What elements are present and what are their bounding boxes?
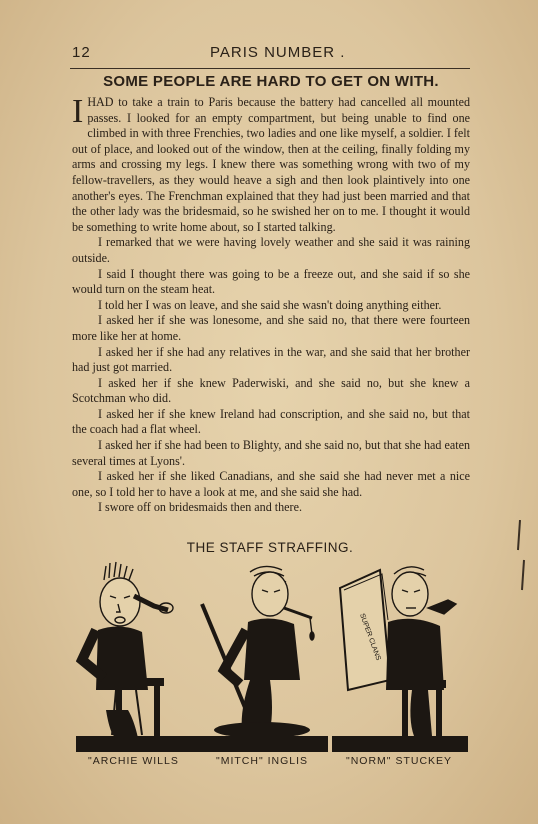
article-paragraph: I remarked that we were having lovely weather and she said it was raining outside. xyxy=(72,235,470,265)
article-paragraph: I told her I was on leave, and she said she wasn't doing anything either. xyxy=(98,297,442,312)
caption-norm-stuckey: "NORM" STUCKEY xyxy=(346,755,453,767)
article-body xyxy=(72,95,470,516)
article-paragraph: I asked her if she knew Ireland had conscription, and she said no, but that the coach had a flat wheel. xyxy=(72,406,470,437)
caricature-norm-stuckey xyxy=(332,560,468,755)
drop-cap: I xyxy=(72,93,84,130)
page-edge-marks xyxy=(510,520,534,610)
article-paragraph: I swore off on bridesmaids then and there. xyxy=(98,500,302,515)
article-title: SOME PEOPLE ARE HARD TO GET ON WITH. xyxy=(103,73,439,90)
book-cover-text: SUPER CLANS xyxy=(358,612,382,662)
article-paragraph: I asked her if she was lonesome, and she said no, that there were fourteen more like her at home. xyxy=(72,313,470,343)
article-paragraph: I said I thought there was going to be a freeze out, and she said if so she would turn on the steam heat. xyxy=(72,266,470,297)
page-number: 12 xyxy=(72,44,91,61)
article-paragraph: I asked her if she knew Paderwiski, and she said no, but she knew a Scotchman who did. xyxy=(72,375,470,406)
header-rule xyxy=(70,68,470,69)
article-paragraph: I asked her if she liked Canadians, and she said she had never met a nice one, so I told her to have a look at me, and she said she had. xyxy=(72,469,470,499)
caricature-mitch-inglis xyxy=(200,560,328,755)
running-title: PARIS NUMBER . xyxy=(210,44,346,61)
first-paragraph-text: HAD to take a train to Paris because the battery had cancelled all mounted passes. I looked for an empty compartment, but being unable to find one climbed in with three Frenchies, two ladies and one like myself, a soldier. I felt out of place, and looked out of the window, then at the ceiling, finally folding my arms and crossing my legs. I knew there was something wrong with two of my fellow-travellers, as they would heave a sigh and then look plaintively into one another's eyes. The Frenchman explained that they had just been married and that the other lady was the bridesmaid, so he swished her on to me. I thought it would be something to write home about, so I started talking. xyxy=(72,95,470,234)
caption-mitch-inglis: "MITCH" INGLIS xyxy=(216,755,309,767)
article-paragraph xyxy=(72,95,470,235)
cartoons-title: THE STAFF STRAFFING. xyxy=(186,540,354,555)
article-paragraph: I asked her if she had been to Blighty, and she said no, but that she had eaten several times at Lyons'. xyxy=(72,438,470,468)
caricature-archie-wills xyxy=(76,560,200,755)
caption-archie-wills: "ARCHIE WILLS xyxy=(88,755,179,767)
page-header xyxy=(72,44,472,64)
article-paragraph: I asked her if she had any relatives in the war, and she said that her brother had just got married. xyxy=(72,344,470,375)
